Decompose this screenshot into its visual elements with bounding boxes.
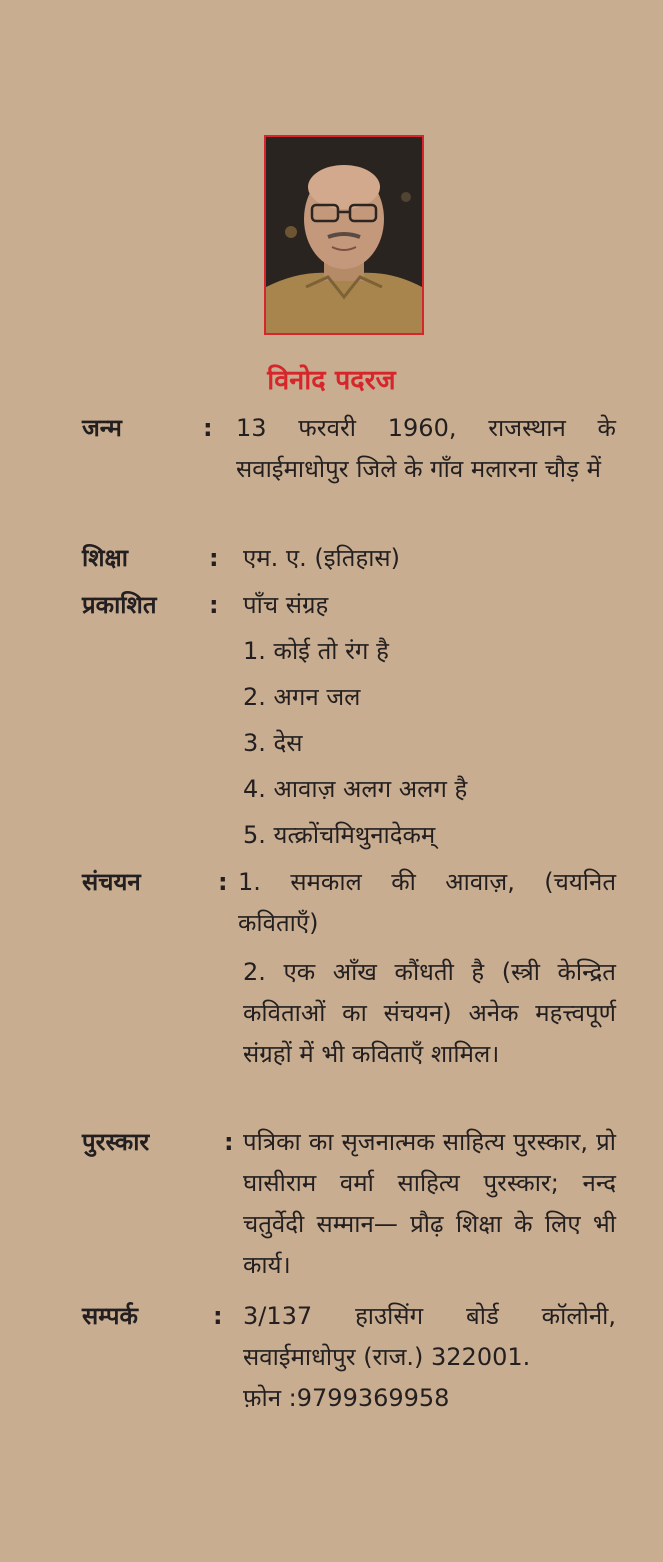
birth-colon: : [203,414,213,442]
published-item: 4. आवाज़ अलग अलग है [243,775,468,803]
awards-colon: : [224,1128,234,1156]
anthology-colon: : [218,868,228,896]
contact-label: सम्पर्क [82,1302,138,1330]
awards-label: पुरस्कार [82,1128,150,1156]
author-photo [264,135,424,335]
education-value: एम. ए. (इतिहास) [243,544,401,572]
author-name: विनोद पदरज [267,365,396,396]
education-colon: : [209,544,219,572]
anthology-item-2: 2. एक आँख कौंधती है (स्त्री केन्द्रित कविताओं का संचयन) अनेक महत्त्वपूर्ण संग्रहों में भी कविताएँ शामिल। [243,958,616,1068]
contact-address: 3/137 हाउसिंग बोर्ड कॉलोनी, सवाईमाधोपुर (राज.) 322001. [243,1302,616,1371]
published-item: 5. यत्क्रोंचमिथुनादेकम् [243,821,436,849]
birth-value: 13 फरवरी 1960, राजस्थान के सवाईमाधोपुर जिले के गाँव मलारना चौड़ में [236,414,616,483]
published-item: 1. कोई तो रंग है [243,637,389,665]
portrait-photo-icon [266,137,422,333]
published-item: 2. अगन जल [243,683,361,711]
published-item: 3. देस [243,729,303,757]
published-colon: : [209,591,219,619]
education-label: शिक्षा [82,544,128,572]
anthology-item-1: 1. समकाल की आवाज़, (चयनित कविताएँ) [238,868,616,937]
contact-phone: फ़ोन :9799369958 [243,1384,450,1412]
contact-colon: : [213,1302,223,1330]
published-value: पाँच संग्रह [243,591,329,619]
awards-value: पत्रिका का सृजनात्मक साहित्य पुरस्कार, प्रो घासीराम वर्मा साहित्य पुरस्कार; नन्द चतुर्वेदी सम्मान— प्रौढ़ शिक्षा के लिए भी कार्य। [243,1128,616,1279]
birth-label: जन्म [82,414,122,442]
anthology-label: संचयन [82,868,141,896]
published-label: प्रकाशित [82,591,157,619]
